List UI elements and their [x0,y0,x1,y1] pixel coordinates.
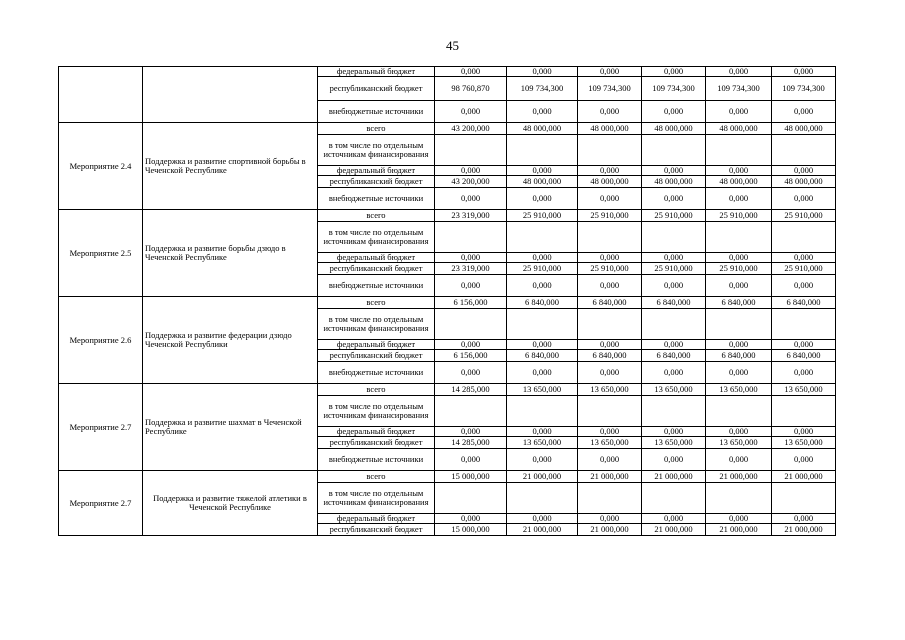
value-cell: 15 000,000 [435,524,507,536]
value-cell [706,135,772,166]
value-cell [578,309,642,340]
value-cell: 0,000 [578,362,642,384]
funding-source-cell: федеральный бюджет [318,253,435,263]
value-cell: 25 910,000 [507,210,578,222]
value-cell [578,396,642,427]
value-cell: 13 650,000 [706,437,772,449]
value-cell [507,309,578,340]
event-cell: Мероприятие 2.6 [59,297,143,384]
value-cell: 0,000 [642,340,706,350]
value-cell: 48 000,000 [578,176,642,188]
value-cell: 0,000 [435,449,507,471]
event-name-cell: Поддержка и развитие спортивной борьбы в Чеченской Республике [143,123,318,210]
value-cell: 0,000 [706,67,772,77]
value-cell: 21 000,000 [772,524,836,536]
value-cell: 0,000 [642,67,706,77]
value-cell: 0,000 [507,427,578,437]
value-cell: 48 000,000 [507,123,578,135]
value-cell: 109 734,300 [578,77,642,101]
value-cell: 0,000 [772,101,836,123]
value-cell: 0,000 [435,514,507,524]
value-cell: 0,000 [578,67,642,77]
value-cell [706,483,772,514]
funding-source-cell: внебюджетные источники [318,275,435,297]
value-cell: 25 910,000 [578,263,642,275]
value-cell: 25 910,000 [706,210,772,222]
value-cell: 6 840,000 [706,297,772,309]
value-cell: 6 840,000 [772,350,836,362]
funding-source-cell: федеральный бюджет [318,427,435,437]
page-number: 45 [446,38,459,53]
value-cell: 0,000 [642,275,706,297]
value-cell: 0,000 [578,166,642,176]
value-cell: 0,000 [507,67,578,77]
value-cell: 13 650,000 [706,384,772,396]
value-cell [578,222,642,253]
value-cell [435,222,507,253]
funding-source-cell: федеральный бюджет [318,67,435,77]
value-cell [642,309,706,340]
value-cell: 0,000 [772,67,836,77]
value-cell: 13 650,000 [772,437,836,449]
funding-source-cell: внебюджетные источники [318,101,435,123]
value-cell: 0,000 [706,449,772,471]
funding-source-cell: республиканский бюджет [318,263,435,275]
value-cell: 0,000 [642,427,706,437]
value-cell [435,309,507,340]
value-cell: 48 000,000 [772,176,836,188]
funding-source-cell: республиканский бюджет [318,176,435,188]
value-cell: 0,000 [772,188,836,210]
value-cell: 0,000 [435,362,507,384]
value-cell: 0,000 [772,166,836,176]
value-cell: 0,000 [578,449,642,471]
value-cell: 13 650,000 [578,437,642,449]
value-cell: 25 910,000 [507,263,578,275]
event-cell [59,67,143,123]
event-name-cell: Поддержка и развитие федерации дзюдо Чеченской Республики [143,297,318,384]
value-cell: 6 156,000 [435,297,507,309]
funding-source-cell: всего [318,297,435,309]
value-cell: 14 285,000 [435,384,507,396]
value-cell: 0,000 [706,275,772,297]
value-cell: 48 000,000 [706,123,772,135]
funding-source-cell: всего [318,210,435,222]
value-cell [642,483,706,514]
event-name-cell: Поддержка и развитие борьбы дзюдо в Чеченской Республике [143,210,318,297]
value-cell: 0,000 [706,362,772,384]
funding-source-cell: федеральный бюджет [318,340,435,350]
value-cell: 0,000 [772,340,836,350]
funding-source-cell: республиканский бюджет [318,437,435,449]
event-cell: Мероприятие 2.5 [59,210,143,297]
value-cell: 6 840,000 [642,350,706,362]
value-cell: 0,000 [435,166,507,176]
value-cell: 0,000 [706,166,772,176]
value-cell: 25 910,000 [706,263,772,275]
funding-source-cell: внебюджетные источники [318,449,435,471]
value-cell: 6 840,000 [706,350,772,362]
table-row [59,297,836,309]
event-name-cell: Поддержка и развитие тяжелой атлетики в Чеченской Республике [143,471,318,536]
value-cell: 0,000 [435,340,507,350]
value-cell: 0,000 [507,188,578,210]
value-cell: 0,000 [642,449,706,471]
value-cell: 98 760,870 [435,77,507,101]
value-cell: 21 000,000 [578,471,642,483]
value-cell: 0,000 [772,362,836,384]
value-cell: 15 000,000 [435,471,507,483]
value-cell: 0,000 [772,275,836,297]
value-cell [578,135,642,166]
value-cell: 0,000 [507,101,578,123]
funding-source-cell: всего [318,123,435,135]
funding-source-cell: федеральный бюджет [318,514,435,524]
value-cell: 21 000,000 [706,471,772,483]
table-row [59,471,836,483]
value-cell: 25 910,000 [578,210,642,222]
value-cell: 25 910,000 [772,263,836,275]
value-cell: 0,000 [706,514,772,524]
value-cell: 0,000 [507,166,578,176]
value-cell: 21 000,000 [507,471,578,483]
value-cell: 0,000 [435,188,507,210]
value-cell: 48 000,000 [642,123,706,135]
value-cell: 21 000,000 [507,524,578,536]
value-cell: 0,000 [435,101,507,123]
value-cell [706,396,772,427]
value-cell: 0,000 [578,340,642,350]
value-cell: 0,000 [507,275,578,297]
value-cell: 0,000 [642,166,706,176]
value-cell: 21 000,000 [772,471,836,483]
value-cell: 48 000,000 [706,176,772,188]
value-cell: 0,000 [642,362,706,384]
value-cell: 0,000 [706,188,772,210]
value-cell: 0,000 [578,188,642,210]
value-cell [435,135,507,166]
value-cell: 0,000 [507,449,578,471]
value-cell [642,135,706,166]
value-cell: 0,000 [578,275,642,297]
budget-table [58,66,836,536]
value-cell: 109 734,300 [706,77,772,101]
value-cell: 6 840,000 [578,350,642,362]
funding-source-cell: внебюджетные источники [318,362,435,384]
value-cell: 21 000,000 [642,471,706,483]
value-cell [435,483,507,514]
value-cell: 0,000 [435,275,507,297]
funding-source-cell: внебюджетные источники [318,188,435,210]
value-cell: 0,000 [642,253,706,263]
value-cell: 0,000 [772,427,836,437]
table-row [59,384,836,396]
value-cell: 0,000 [578,253,642,263]
value-cell [507,222,578,253]
value-cell [578,483,642,514]
value-cell: 0,000 [578,514,642,524]
funding-source-cell: федеральный бюджет [318,166,435,176]
value-cell: 43 200,000 [435,123,507,135]
value-cell [772,396,836,427]
table-row [59,67,836,77]
value-cell: 6 840,000 [772,297,836,309]
value-cell: 21 000,000 [642,524,706,536]
funding-source-cell: в том числе по отдельным источникам финансирования [318,135,435,166]
value-cell: 0,000 [706,101,772,123]
event-name-cell [143,67,318,123]
value-cell: 0,000 [772,514,836,524]
value-cell: 109 734,300 [642,77,706,101]
value-cell: 0,000 [507,514,578,524]
value-cell: 0,000 [435,67,507,77]
value-cell: 13 650,000 [578,384,642,396]
value-cell: 0,000 [642,188,706,210]
value-cell [507,483,578,514]
value-cell: 25 910,000 [642,210,706,222]
value-cell: 0,000 [578,101,642,123]
value-cell: 0,000 [642,514,706,524]
value-cell: 0,000 [578,427,642,437]
event-cell: Мероприятие 2.7 [59,384,143,471]
value-cell: 13 650,000 [507,437,578,449]
value-cell [706,309,772,340]
value-cell: 13 650,000 [772,384,836,396]
value-cell: 23 319,000 [435,263,507,275]
value-cell: 13 650,000 [642,384,706,396]
value-cell [772,309,836,340]
value-cell [642,396,706,427]
value-cell: 14 285,000 [435,437,507,449]
funding-source-cell: в том числе по отдельным источникам финансирования [318,309,435,340]
value-cell: 13 650,000 [507,384,578,396]
value-cell: 6 840,000 [578,297,642,309]
value-cell: 13 650,000 [642,437,706,449]
value-cell: 0,000 [507,362,578,384]
value-cell: 48 000,000 [578,123,642,135]
value-cell: 0,000 [706,340,772,350]
value-cell: 0,000 [772,253,836,263]
event-name-cell: Поддержка и развитие шахмат в Чеченской Республике [143,384,318,471]
event-cell: Мероприятие 2.4 [59,123,143,210]
value-cell: 6 840,000 [507,297,578,309]
funding-source-cell: республиканский бюджет [318,524,435,536]
value-cell [435,396,507,427]
value-cell: 6 156,000 [435,350,507,362]
funding-source-cell: в том числе по отдельным источникам финансирования [318,483,435,514]
table-row [59,210,836,222]
value-cell: 6 840,000 [642,297,706,309]
funding-source-cell: республиканский бюджет [318,350,435,362]
value-cell [642,222,706,253]
value-cell [507,135,578,166]
value-cell: 48 000,000 [507,176,578,188]
value-cell: 25 910,000 [642,263,706,275]
value-cell: 48 000,000 [772,123,836,135]
value-cell: 43 200,000 [435,176,507,188]
funding-source-cell: республиканский бюджет [318,77,435,101]
value-cell [772,135,836,166]
value-cell: 21 000,000 [706,524,772,536]
value-cell [772,483,836,514]
value-cell: 0,000 [507,340,578,350]
value-cell [772,222,836,253]
value-cell: 0,000 [706,253,772,263]
value-cell: 0,000 [706,427,772,437]
value-cell: 0,000 [772,449,836,471]
funding-source-cell: всего [318,384,435,396]
funding-source-cell: в том числе по отдельным источникам финансирования [318,222,435,253]
event-cell: Мероприятие 2.7 [59,471,143,536]
value-cell [706,222,772,253]
value-cell: 0,000 [435,253,507,263]
funding-source-cell: в том числе по отдельным источникам финансирования [318,396,435,427]
value-cell: 48 000,000 [642,176,706,188]
value-cell: 25 910,000 [772,210,836,222]
funding-source-cell: всего [318,471,435,483]
value-cell [507,396,578,427]
value-cell: 109 734,300 [772,77,836,101]
value-cell: 109 734,300 [507,77,578,101]
value-cell: 0,000 [642,101,706,123]
value-cell: 0,000 [435,427,507,437]
value-cell: 23 319,000 [435,210,507,222]
value-cell: 0,000 [507,253,578,263]
value-cell: 6 840,000 [507,350,578,362]
table-row [59,123,836,135]
value-cell: 21 000,000 [578,524,642,536]
